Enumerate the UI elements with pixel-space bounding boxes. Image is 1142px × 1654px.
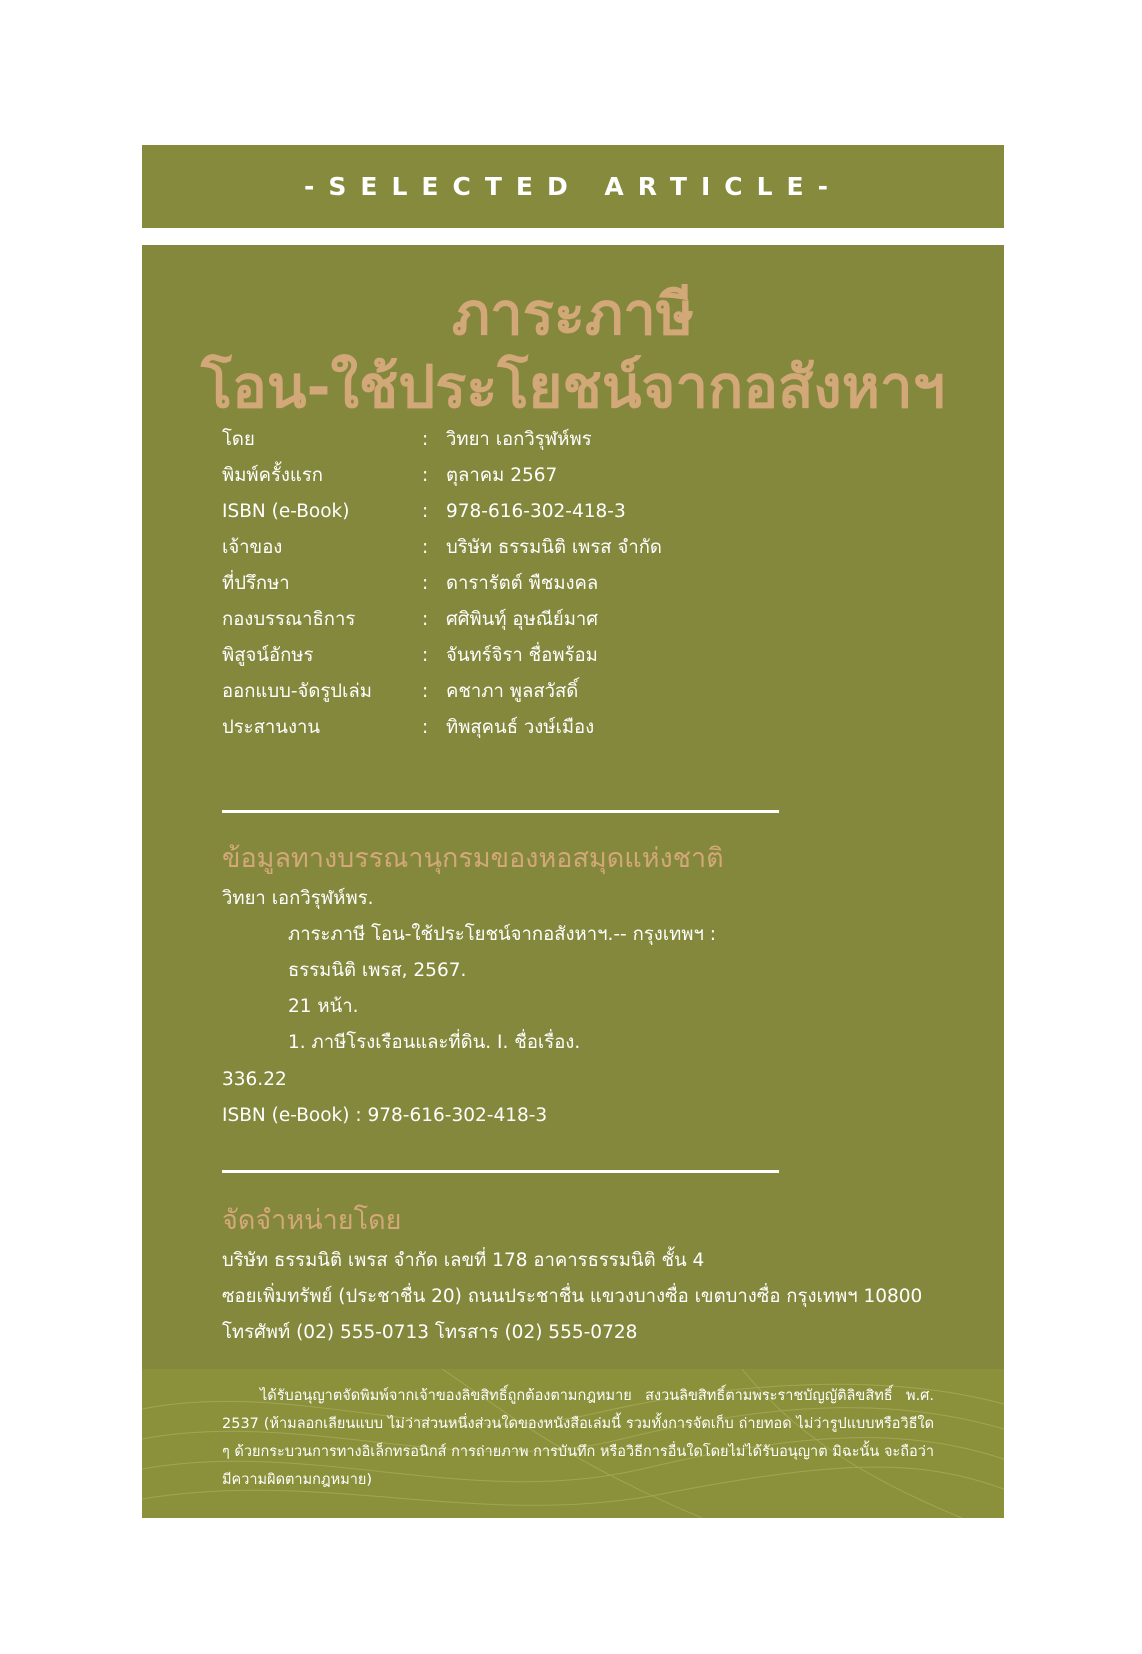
info-value: 978-616-302-418-3 [446,501,626,522]
info-label: พิมพ์ครั้งแรก [222,465,323,486]
info-separator: : [422,501,429,522]
distribution-line: บริษัท ธรรมนิติ เพรส จำกัด เลขที่ 178 อาคารธรรมนิติ ชั้น 4 [222,1250,705,1271]
section-banner [142,145,1004,228]
info-label: ที่ปรึกษา [222,573,290,594]
info-value: ศศิพินทุ์ อุษณีย์มาศ [446,609,599,630]
distribution-line: ซอยเพิ่มทรัพย์ (ประชาชื่น 20) ถนนประชาชื่น แขวงบางซื่อ เขตบางซื่อ กรุงเทพฯ 10800 [222,1286,923,1307]
catalog-entry: ภาระภาษี โอน-ใช้ประโยชน์จากอสังหาฯ.-- กรุงเทพฯ : [288,924,717,945]
info-value: ดารารัตต์ พืชมงคล [446,573,599,594]
divider [222,1170,779,1173]
info-value: จันทร์จิรา ชื่อพร้อม [446,645,598,666]
catalog-author: วิทยา เอกวิรุฬห์พร. [222,888,374,909]
info-separator: : [422,537,429,558]
catalog-entry: 21 หน้า. [288,996,359,1017]
catalog-entry: 1. ภาษีโรงเรือนและที่ดิน. I. ชื่อเรื่อง. [288,1032,581,1053]
book-title-line-2: โอน-ใช้ประโยชน์จากอสังหาฯ [200,353,946,421]
info-separator: : [422,429,429,450]
catalog-isbn: ISBN (e-Book) : 978-616-302-418-3 [222,1105,548,1126]
book-title-line-1: ภาระภาษี [451,280,695,348]
colophon-panel [142,245,1004,1518]
info-label: พิสูจน์อักษร [222,645,314,666]
divider [222,810,779,813]
catalog-entry: ธรรมนิติ เพรส, 2567. [288,960,467,981]
copyright-notice-text: ได้รับอนุญาตจัดพิมพ์จากเจ้าของลิขสิทธิ์ถูกต้องตามกฎหมาย สงวนลิขสิทธิ์ตามพระราชบัญญัติลิขสิทธิ์ พ.ศ. 2537 (ห้ามลอกเลียนแบบ ไม่ว่าส่วนหนึ่งส่วนใดของหนังสือเล่มนี้ รวมทั้งการจัดเก็บ ถ่ายทอด ไม่ว่ารูปแบบหรือวิธีใด ๆ ด้วยกระบวนการทางอิเล็กทรอนิกส์ การถ่ายภาพ การบันทึก หรือวิธีการอื่นใดโดยไม่ได้รับอนุญาต มิฉะนั้น จะถือว่ามีความผิดตามกฎหมาย) [222,1388,934,1488]
info-label: ออกแบบ-จัดรูปเล่ม [222,681,372,702]
info-value: วิทยา เอกวิรุฬห์พร [446,429,592,450]
info-label: กองบรรณาธิการ [222,609,356,630]
info-value: ทิพสุคนธ์ วงษ์เมือง [446,717,595,738]
distribution-heading: จัดจำหน่ายโดย [222,1205,402,1236]
info-separator: : [422,465,429,486]
distribution-line: โทรศัพท์ (02) 555-0713 โทรสาร (02) 555-0728 [222,1322,638,1343]
info-separator: : [422,573,429,594]
info-label: โดย [222,429,255,450]
info-separator: : [422,645,429,666]
info-label: ประสานงาน [222,717,321,738]
banner-text: -SELECTED ARTICLE- [304,172,842,201]
catalog-classification: 336.22 [222,1069,287,1090]
info-separator: : [422,681,429,702]
info-value: บริษัท ธรรมนิติ เพรส จำกัด [446,537,662,558]
info-value: ตุลาคม 2567 [446,465,558,486]
info-separator: : [422,609,429,630]
catalog-heading: ข้อมูลทางบรรณานุกรมของหอสมุดแห่งชาติ [222,843,724,874]
info-label: เจ้าของ [222,537,283,558]
copyright-notice-box [142,1369,1004,1518]
info-value: คชาภา พูลสวัสดิ์ [446,681,579,702]
info-separator: : [422,717,429,738]
info-label: ISBN (e-Book) [222,501,350,522]
